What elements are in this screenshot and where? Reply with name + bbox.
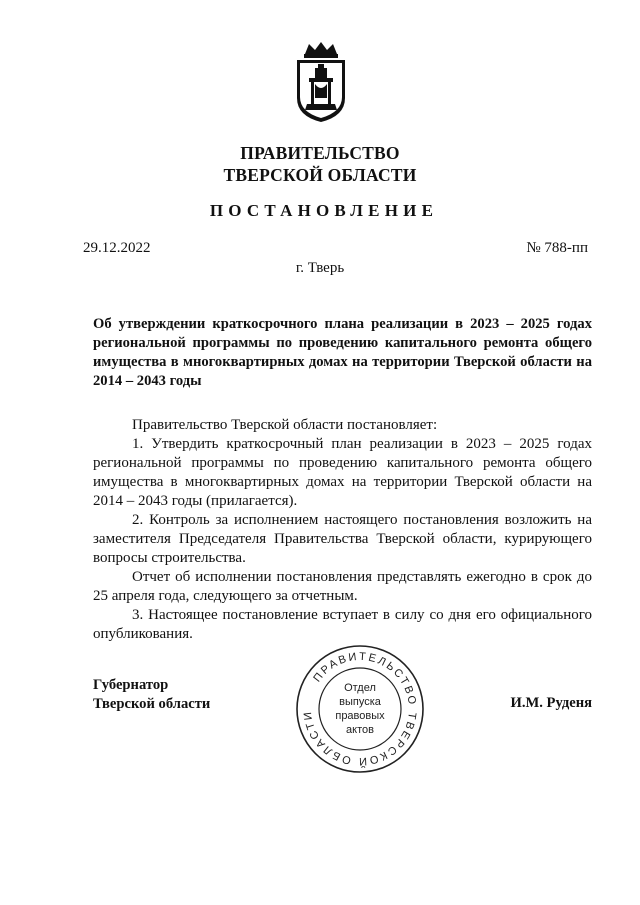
body-paragraph: 2. Контроль за исполнением настоящего постановления возложить на заместителя Председателя Правительства Тверской области, курирующего вопросы строительства. bbox=[93, 512, 592, 566]
signatory-position bbox=[93, 676, 210, 714]
stamp-center-line-4: актов bbox=[346, 724, 374, 736]
document-body bbox=[93, 416, 592, 644]
body-paragraph: Отчет об исполнении постановления представлять ежегодно в срок до 25 апреля года, следующего за отчетным. bbox=[93, 569, 592, 604]
document-type: ПОСТАНОВЛЕНИЕ bbox=[209, 201, 439, 220]
stamp-center-line-2: выпуска bbox=[339, 696, 381, 708]
organization-name bbox=[0, 142, 640, 186]
document-city: г. Тверь bbox=[295, 260, 345, 276]
body-paragraph: Правительство Тверской области постановляет: bbox=[132, 417, 438, 433]
stamp-center-line-3: правовых bbox=[335, 710, 385, 722]
signatory-position-line-1: Губернатор bbox=[93, 677, 169, 693]
body-paragraph: 1. Утвердить краткосрочный план реализации в 2023 – 2025 годах региональной программы по проведению капитального ремонта общего имущества в многоквартирных домах на территории Тверской области на 2014 – 2043 годы (прилагается). bbox=[93, 436, 592, 509]
document-subject: Об утверждении краткосрочного плана реализации в 2023 – 2025 годах региональной программы по проведению капитального ремонта общего имущества в многоквартирных домах на территории Тверской области на 2014 – 2043 годы bbox=[93, 316, 592, 389]
stamp-center-line-1: Отдел bbox=[344, 682, 376, 694]
body-paragraph: 3. Настоящее постановление вступает в силу со дня его официального опубликования. bbox=[93, 607, 592, 642]
org-line-2: ТВЕРСКОЙ ОБЛАСТИ bbox=[223, 165, 417, 185]
document-number: № 788-пп bbox=[526, 240, 588, 256]
tver-coat-of-arms-icon bbox=[291, 40, 351, 124]
signatory-name: И.М. Руденя bbox=[510, 695, 592, 711]
document-date: 29.12.2022 bbox=[83, 240, 151, 256]
signatory-position-line-2: Тверской области bbox=[93, 696, 211, 712]
official-stamp bbox=[294, 643, 426, 775]
org-line-1: ПРАВИТЕЛЬСТВО bbox=[240, 143, 400, 163]
stamp-ring-text: ПРАВИТЕЛЬСТВО ТВЕРСКОЙ ОБЛАСТИ bbox=[301, 650, 419, 768]
